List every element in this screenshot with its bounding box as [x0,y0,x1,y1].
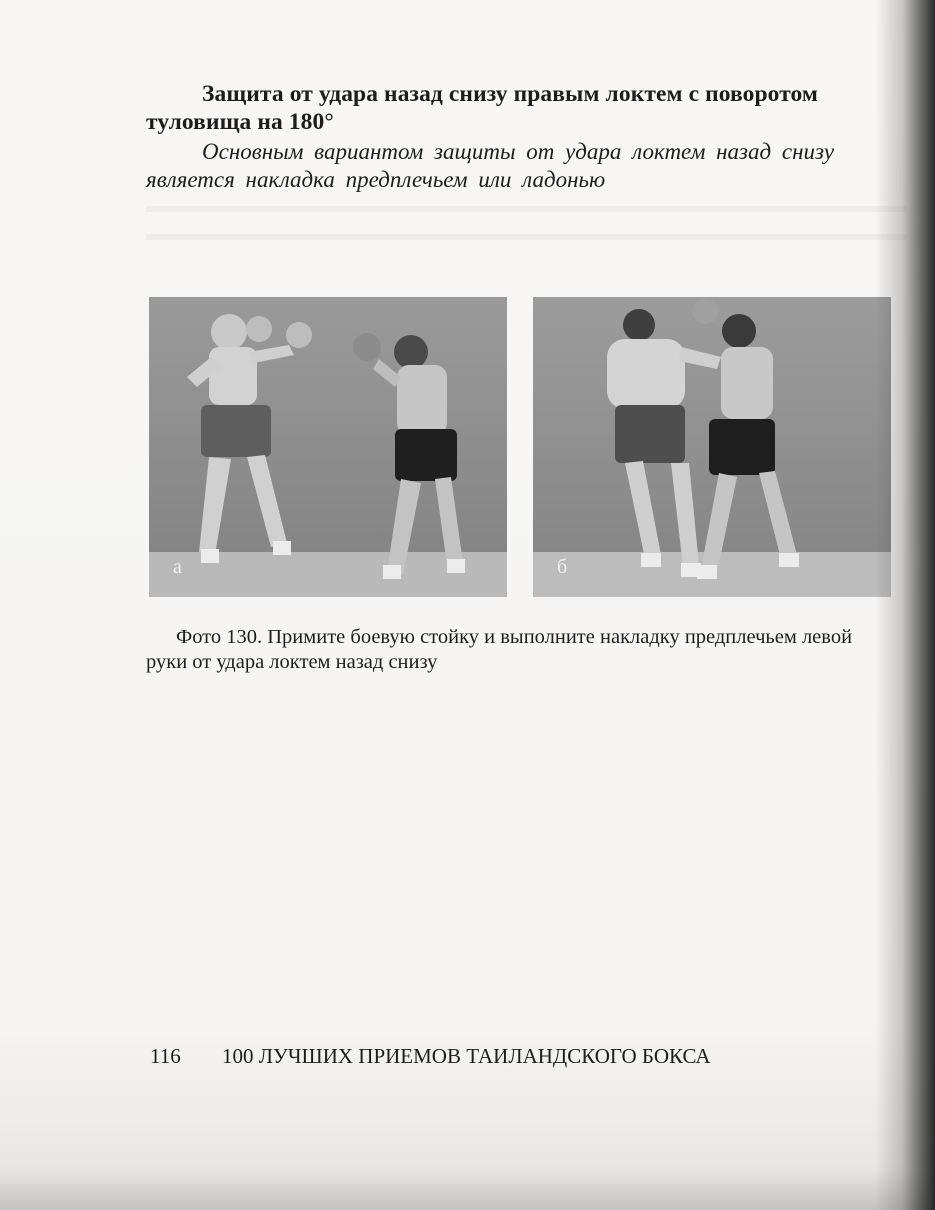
page-number: 116 [150,1044,181,1068]
book-title: 100 ЛУЧШИХ ПРИЕМОВ ТАИЛАНДСКОГО БОКСА [222,1044,711,1068]
page-bottom-shadow [0,1170,935,1210]
page-edge-shadow [875,0,935,1210]
photo-a-illustration [149,297,507,597]
section-heading: Защита от удара назад снизу правым локтем с поворотом туловища на 180° [146,81,819,135]
page-footer [150,1044,711,1069]
photo-b-label: б [557,556,568,578]
photo-caption: Фото 130. Примите боевую стойку и выполните накладку предплечьем левой руки от удара локтем назад снизу [146,626,853,673]
photo-b-illustration [533,297,891,597]
photo-a [149,297,507,597]
photo-b [533,297,891,597]
intro-paragraph: Основным вариантом защиты от удара локтем назад снизу является накладка предплечьем или ладонью [146,139,835,192]
photo-a-label: а [173,556,182,578]
bleed-through-text [146,196,906,256]
